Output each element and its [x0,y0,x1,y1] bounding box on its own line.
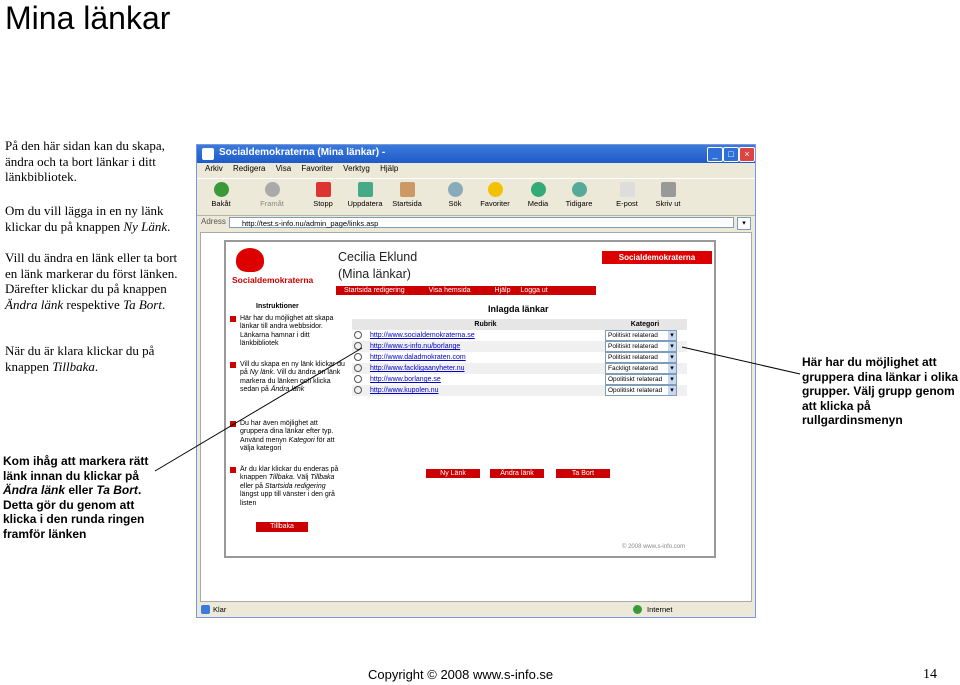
category-select[interactable]: Opolitiskt relaterad ▾ [605,385,677,396]
callout-line-radio [155,348,362,471]
new-link-paragraph: Om du vill lägga in en ny länk klickar du på knappen Ny Länk. [5,203,171,234]
menu-favoriter[interactable]: Favoriter [301,164,333,173]
col-rubrik: Rubrik [474,321,497,328]
back-site-button[interactable]: Tillbaka [256,522,308,532]
link-url[interactable]: http://www.borlange.se [370,376,441,383]
maximize-button[interactable]: □ [723,147,739,162]
menu-visa[interactable]: Visa [275,164,292,173]
address-field[interactable]: http://test.s-info.nu/admin_page/links.asp [229,217,734,228]
zone-text: Internet [647,605,673,614]
category-select[interactable]: Opolitiskt relaterad ▾ [605,374,677,385]
category-note: Här har du möjlighet att gruppera dina länkar i olika grupper. Välj grupp genom att klicka på rullgardinsmenyn [802,355,959,427]
intro-paragraph: På den här sidan kan du skapa, ändra och ta bort länkar i ditt länkbibliotek. [5,138,165,184]
instruction-2: Vill du skapa en ny länk klickar du på Ny länk. Vill du ändra en länk markera du länken och klicka sedan på Ändra länk [240,361,345,395]
back-paragraph: När du är klara klickar du på knappen Tillbaka. [5,343,155,374]
link-url[interactable]: http://www.kupolen.nu [370,387,439,394]
instructions-title: Instruktioner [256,303,299,310]
nav-startsida[interactable]: Startsida redigering [344,287,405,294]
nav-logga-ut[interactable]: Logga ut [520,287,548,294]
link-url[interactable]: http://www.daladmokraten.com [370,354,466,361]
mail-button[interactable]: E-post [607,182,647,208]
address-label: Adress [201,217,226,226]
stop-button[interactable]: Stopp [303,182,343,208]
menu-arkiv[interactable]: Arkiv [205,164,223,173]
category-select[interactable]: Politiskt relaterad ▾ [605,330,677,341]
brand-button[interactable]: Socialdemokraterna [602,251,712,264]
new-link-button[interactable]: Ny Länk [426,469,480,478]
link-url[interactable]: http://www.fackligaanyheter.nu [370,365,465,372]
favorites-button[interactable]: Favoriter [475,182,515,208]
links-title: Inlagda länkar [488,304,549,314]
refresh-button[interactable]: Uppdatera [345,182,385,208]
category-select[interactable]: Fackligt relaterad ▾ [605,363,677,374]
page-title: Mina länkar [5,0,171,36]
nav-hjalp[interactable]: Hjälp [494,287,511,294]
link-url[interactable]: http://www.s-info.nu/borlange [370,343,461,350]
nav-visa-hemsida[interactable]: Visa hemsida [428,287,471,294]
site-copyright: © 2008 www.s-info.com [622,544,686,550]
back-button[interactable]: Bakåt [201,182,241,208]
category-select[interactable]: Politiskt relaterad ▾ [605,352,677,363]
callout-line-category [682,347,800,374]
menu-hjalp[interactable]: Hjälp [380,164,399,173]
close-button[interactable]: × [739,147,755,162]
site-logo-text: Socialdemokraterna [232,275,314,285]
print-button[interactable]: Skriv ut [648,182,688,208]
page-footer: Copyright © 2008 www.s-info.se [368,667,554,682]
menu-verktyg[interactable]: Verktyg [343,164,370,173]
menu-redigera[interactable]: Redigera [233,164,266,173]
col-kategori: Kategori [630,321,660,328]
history-button[interactable]: Tidigare [559,182,599,208]
window-title: Socialdemokraterna (Mina länkar) - [219,147,386,158]
search-button[interactable]: Sök [435,182,475,208]
category-select[interactable]: Politiskt relaterad ▾ [605,341,677,352]
delete-link-button[interactable]: Ta Bort [556,469,610,478]
edit-link-button[interactable]: Ändra länk [490,469,544,478]
instruction-1: Här har du möjlighet att skapa länkar till andra webbsidor. Länkarna hamnar i ditt länkbibliotek [240,315,345,349]
page-number: 14 [923,667,937,682]
edit-link-paragraph: Vill du ändra en länk eller ta bort en länk markerar du först länken. Därefter klickar du på knappen Ändra länk respektive Ta Bort. [5,250,178,312]
address-dropdown-icon[interactable]: ▾ [737,217,751,230]
user-name: Cecilia Eklund [338,250,418,264]
home-button[interactable]: Startsida [387,182,427,208]
minimize-button[interactable]: _ [707,147,723,162]
page-name: (Mina länkar) [338,267,411,281]
forward-button[interactable]: Framåt [252,182,292,208]
media-button[interactable]: Media [518,182,558,208]
instruction-4: Är du klar klickar du enderas på knappen Tillbaka. Välj Tillbaka eller på Startsida redigering längst upp till vänster i den grå listen [240,466,345,508]
link-url[interactable]: http://www.socialdemokraterna.se [370,332,475,339]
instruction-3: Du har även möjlighet att gruppera dina länkar efter typ. Använd menyn Kategori för att välja kategori [240,420,345,454]
select-link-note: Kom ihåg att markera rätt länk innan du klickar på Ändra länk eller Ta Bort. Detta gör du genom att klicka i den runda ringen framför länken [3,454,149,541]
status-text: Klar [213,605,227,614]
